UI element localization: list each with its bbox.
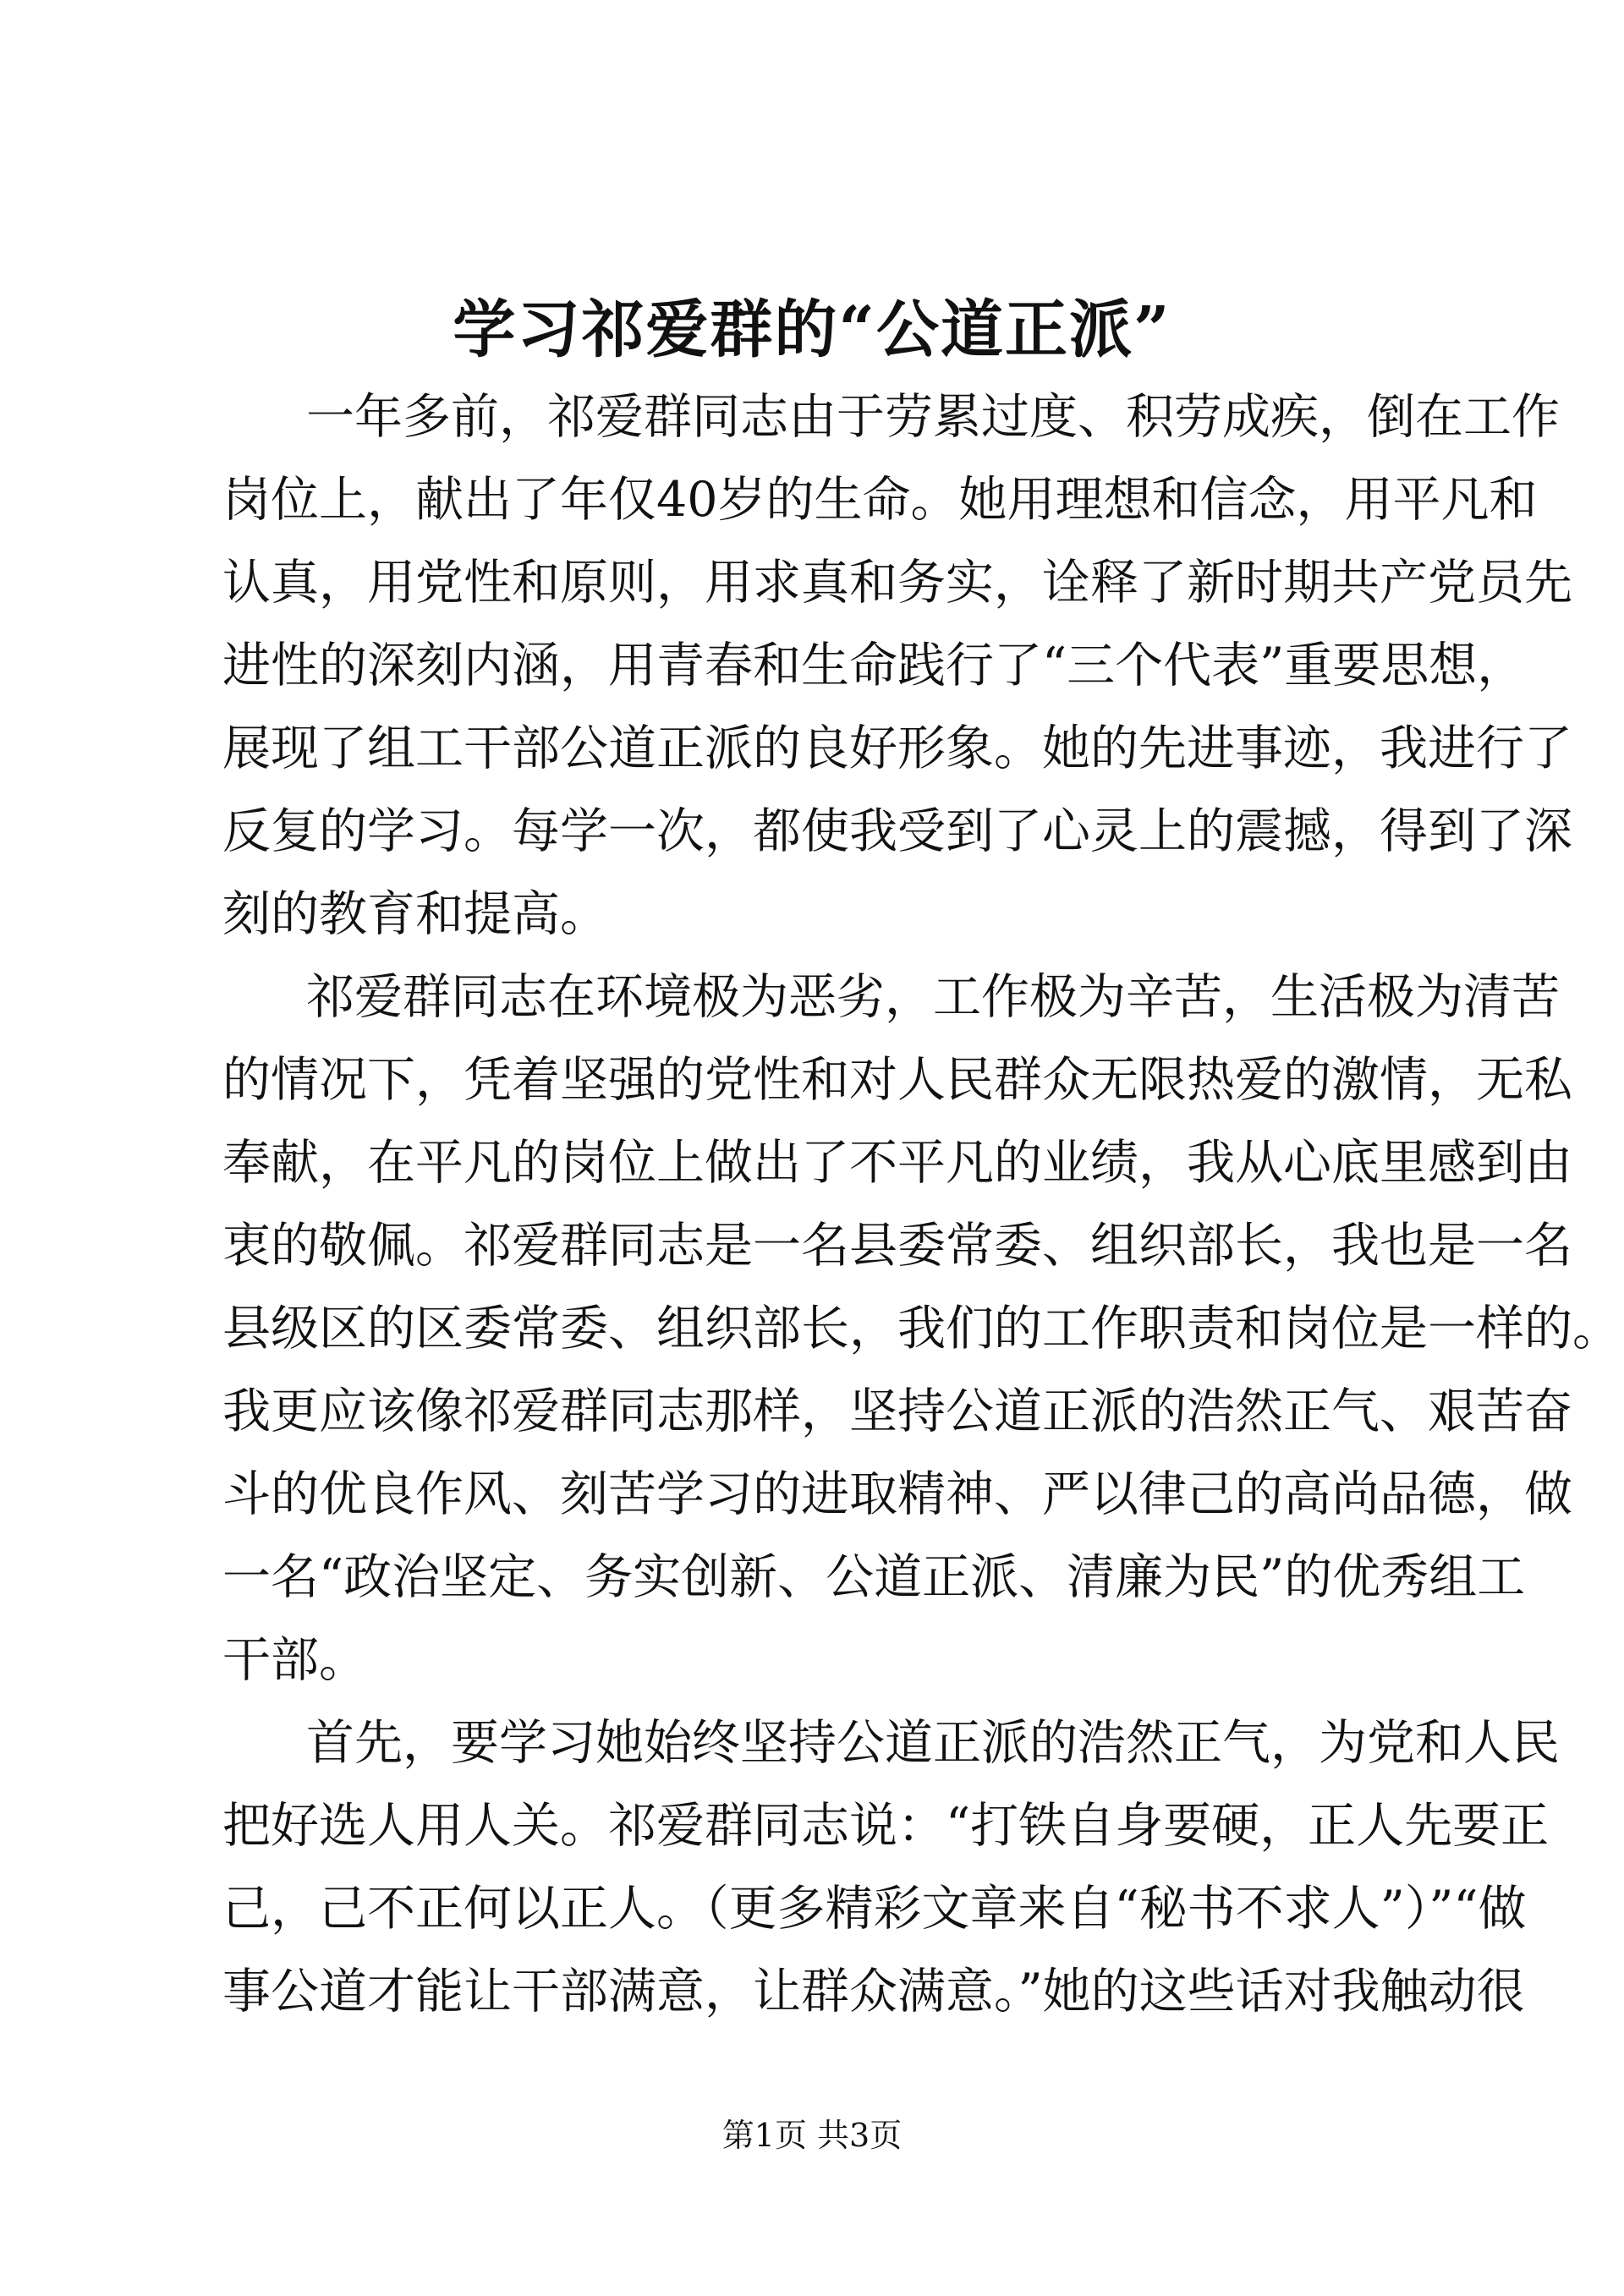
paragraph-line: 一年多前，祁爱群同志由于劳累过度、积劳成疾，倒在工作 <box>306 389 1560 445</box>
paragraph-line: 己，己不正何以正人。（更多精彩文章来自“秘书不求人”）”“做 <box>222 1881 1527 1937</box>
paragraph-line: 把好选人用人关。祁爱群同志说：“打铁自身要硬，正人先要正 <box>222 1798 1550 1854</box>
paragraph-line: 一名“政治坚定、务实创新、公道正派、清廉为民”的优秀组工 <box>222 1549 1526 1605</box>
paragraph-line: 反复的学习。每学一次，都使我受到了心灵上的震撼，得到了深 <box>222 803 1572 859</box>
paragraph-line: 进性的深刻内涵，用青春和生命践行了“三个代表”重要思想， <box>222 638 1526 693</box>
paragraph-line: 事公道才能让干部满意，让群众满意。”她的这些话对我触动很 <box>222 1964 1525 2019</box>
paragraph-line: 我更应该像祁爱群同志那样，坚持公道正派的浩然正气、艰苦奋 <box>222 1384 1572 1439</box>
paragraph <box>222 1701 1560 2033</box>
document-body <box>222 375 1621 2033</box>
paragraph <box>222 956 1621 1701</box>
paragraph-line: 县级区的区委常委、组织部长，我们的工作职责和岗位是一样的。 <box>222 1301 1621 1356</box>
paragraph-line: 刻的教育和提高。 <box>222 886 608 942</box>
paragraph-line: 的情况下，凭着坚强的党性和对人民群众无限热爱的激情，无私 <box>222 1052 1572 1108</box>
paragraph-line: 衷的敬佩。祁爱群同志是一名县委常委、组织部长，我也是一名 <box>222 1218 1572 1274</box>
page-footer: 第1页 共3页 <box>721 2117 903 2154</box>
paragraph-line: 岗位上，献出了年仅40岁的生命。她用理想和信念，用平凡和 <box>222 472 1538 528</box>
paragraph-line: 干部。 <box>222 1632 367 1688</box>
paragraph-line: 祁爱群同志在环境极为恶劣，工作极为辛苦，生活极为清苦 <box>306 969 1560 1025</box>
paragraph-line: 首先，要学习她始终坚持公道正派的浩然正气，为党和人民 <box>306 1715 1560 1771</box>
paragraph-line: 奉献，在平凡的岗位上做出了不平凡的业绩，我从心底里感到由 <box>222 1135 1572 1191</box>
paragraph-line: 认真，用党性和原则，用求真和务实，诠释了新时期共产党员先 <box>222 555 1572 611</box>
document-title: 学习祁爱群的“公道正派” <box>453 293 1171 366</box>
paragraph-line: 斗的优良作风、刻苦学习的进取精神、严以律己的高尚品德，做 <box>222 1466 1572 1522</box>
paragraph-line: 展现了组工干部公道正派的良好形象。她的先进事迹，我进行了 <box>222 721 1572 776</box>
paragraph <box>222 375 1572 956</box>
